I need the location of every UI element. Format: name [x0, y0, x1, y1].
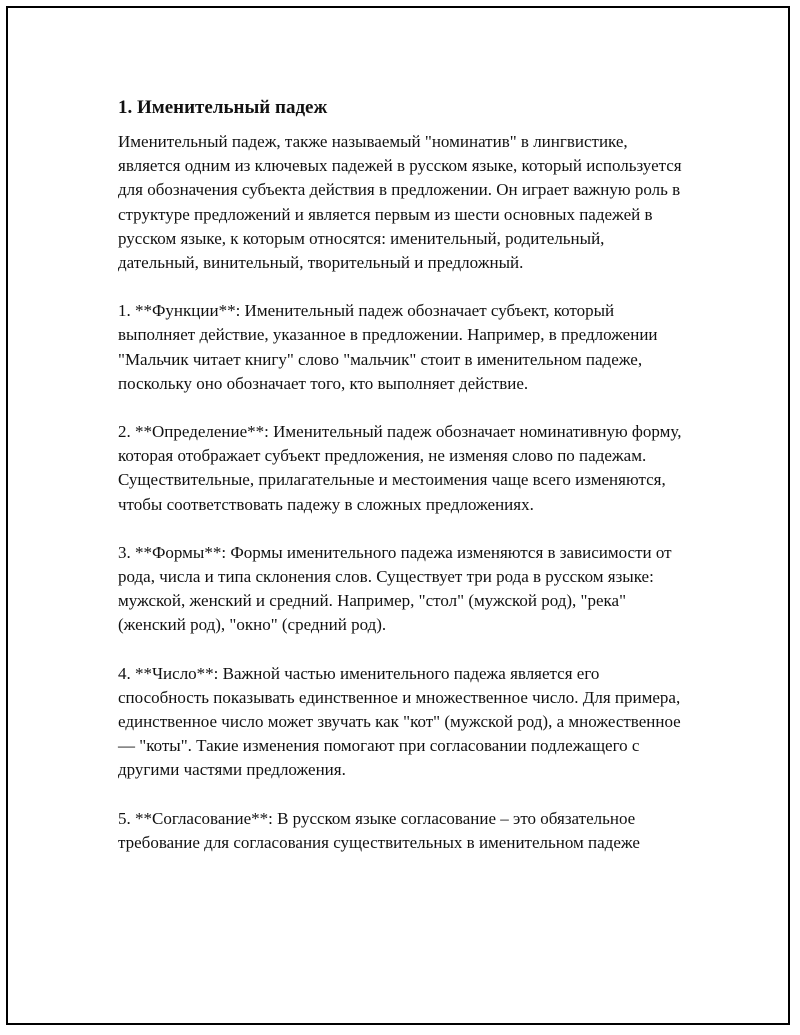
definition-paragraph: 2. **Определение**: Именительный падеж обозначает номинативную форму, которая отображает субъект предложения, не изменяя слово по падежам. Существительные, прилагательные и местоимения чаще всего изменяются, чтобы соответствовать падежу в сложных предложениях. [118, 422, 682, 514]
number-paragraph: 4. **Число**: Важной частью именительного падежа является его способность показывать единственное и множественное число. Для примера, единственное число может звучать как "кот" (мужской род), а множественное — "коты". Такие изменения помогают при согласовании подлежащего с другими частями предложения. [118, 663, 681, 780]
forms-paragraph: 3. **Формы**: Формы именительного падежа изменяются в зависимости от рода, числа и типа склонения слов. Существует три рода в русском языке: мужской, женский и средний. Например, "стол" (мужской род), "река" (женский род), "окно" (средний род). [118, 542, 672, 635]
section-heading: 1. Именительный падеж [118, 97, 328, 118]
agreement-paragraph: 5. **Согласование**: В русском языке согласование – это обязательное требование для согласования существительных в именительном падеже [118, 808, 640, 852]
intro-paragraph: Именительный падеж, также называемый "номинатив" в лингвистике, является одним из ключевых падежей в русском языке, который используется для обозначения субъекта действия в предложении. Он играет важную роль в структуре предложений и является первым из шести основных падежей в русском языке, к которым относятся: именительный, родительный, дательный, винительный, творительный и предложный. [118, 132, 682, 273]
functions-paragraph: 1. **Функции**: Именительный падеж обозначает субъект, который выполняет действие, указанное в предложении. Например, в предложении "Мальчик читает книгу" слово "мальчик" стоит в именительном падеже, поскольку оно обозначает того, кто выполняет действие. [118, 301, 658, 393]
document-body [118, 96, 688, 879]
